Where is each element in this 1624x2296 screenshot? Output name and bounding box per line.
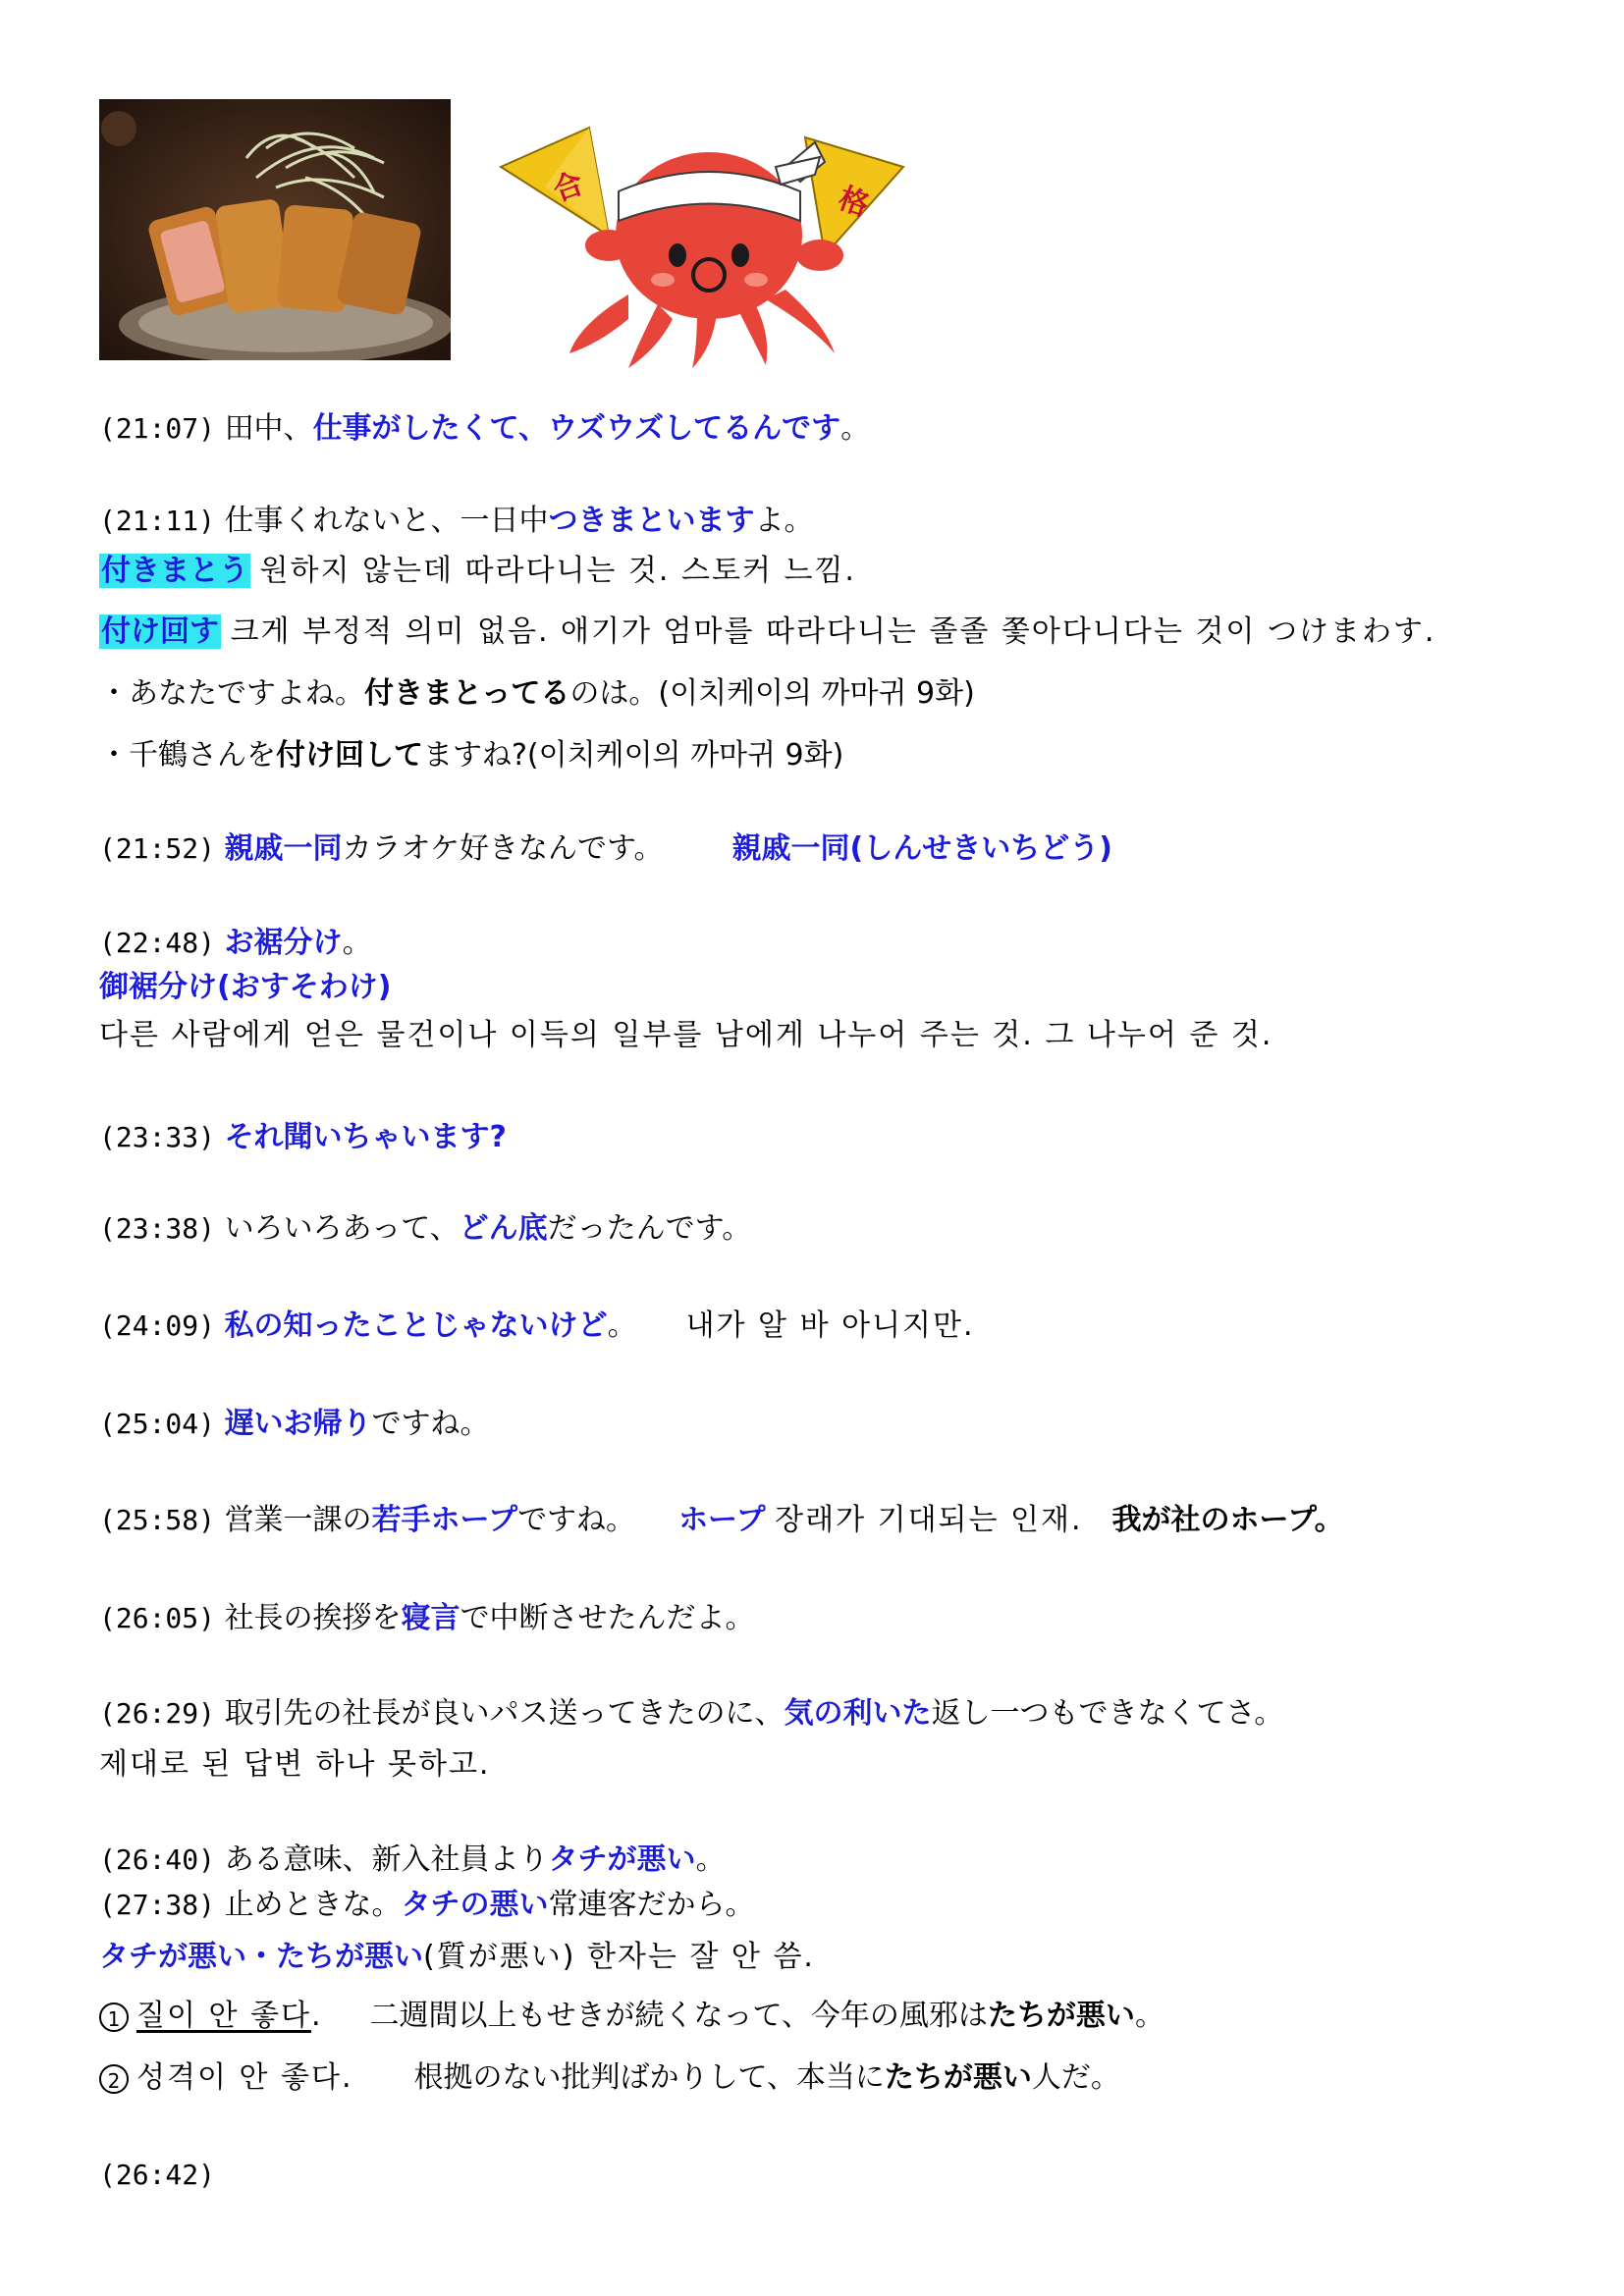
entry-23-33: (23:33) それ聞いちゃいます? — [99, 1120, 507, 1154]
entry-25-58: (25:58) 営業一課の若手ホープですね。 ホープ 장래가 기대되는 인재. 我が社のホープ。 — [99, 1503, 1344, 1537]
tonkatsu-photo — [99, 99, 451, 360]
note-tsukemawasu: 付け回す 크게 부정적 의미 없음. 애기가 엄마를 따라다니는 졸졸 쫓아다니다는 것이 つけまわす. — [101, 614, 1436, 649]
entry-23-38: (23:38) いろいろあって、どん底だったんです。 — [99, 1211, 752, 1246]
svg-text:格: 格 — [834, 181, 874, 224]
note-tachi-ga-warui: タチが悪い・たちが悪い(質が悪い) 한자는 잘 안 씀. — [99, 1940, 815, 1974]
entry-21-11: (21:11) 仕事くれないと、一日中つきまといますよ。 — [99, 504, 814, 538]
reading-osusowake: 御裾分け(おすそわけ) — [99, 970, 392, 1004]
entry-24-09: (24:09) 私の知ったことじゃないけど。 내가 알 바 아니지만. — [99, 1308, 975, 1343]
meaning-1: 1 질이 안 좋다. 二週間以上もせきが続くなって、今年の風邪はたちが悪い。 — [99, 1998, 1164, 2035]
octopus-illustration — [481, 98, 933, 373]
translation-26-29: 제대로 된 답변 하나 못하고. — [99, 1747, 491, 1782]
note-tsukimatou: 付きまとう 원하지 않는데 따라다니는 것. 스토커 느낌. — [101, 554, 856, 588]
meaning-2: 2 성격이 안 좋다. 根拠のない批判ばかりして、本当にたちが悪い人だ。 — [99, 2059, 1120, 2097]
entry-27-38: (27:38) 止めときな。タチの悪い常連客だから。 — [99, 1888, 755, 1922]
svg-text:合: 合 — [548, 166, 588, 209]
fan-left-icon — [501, 128, 609, 236]
entry-22-48: (22:48) お裾分け。 — [99, 926, 372, 960]
entry-26-42: (26:42) — [99, 2159, 216, 2191]
definition-osusowake: 다른 사람에게 얻은 물건이나 이득의 일부를 남에게 나누어 주는 것. 그 나누어 준 것. — [99, 1018, 1273, 1052]
entry-26-40: (26:40) ある意味、新入社員よりタチが悪い。 — [99, 1842, 726, 1877]
entry-21-52: (21:52) 親戚一同カラオケ好きなんです。 親戚一同(しんせきいちどう) — [99, 831, 1112, 866]
entry-21-07: (21:07) 田中、仕事がしたくて、ウズウズしてるんです。 — [99, 411, 871, 446]
example-1: ・あなたですよね。付きまとってるのは。(이치케이의 까마귀 9화) — [99, 676, 975, 711]
entry-26-29: (26:29) 取引先の社長が良いパス送ってきたのに、気の利いた返し一つもできなくてさ。 — [99, 1696, 1284, 1731]
example-2: ・千鶴さんを付け回してますね?(이치케이의 까마귀 9화) — [99, 738, 844, 773]
entry-25-04: (25:04) 遅いお帰りですね。 — [99, 1407, 490, 1441]
entry-26-05: (26:05) 社長の挨拶を寝言で中断させたんだよ。 — [99, 1601, 755, 1635]
